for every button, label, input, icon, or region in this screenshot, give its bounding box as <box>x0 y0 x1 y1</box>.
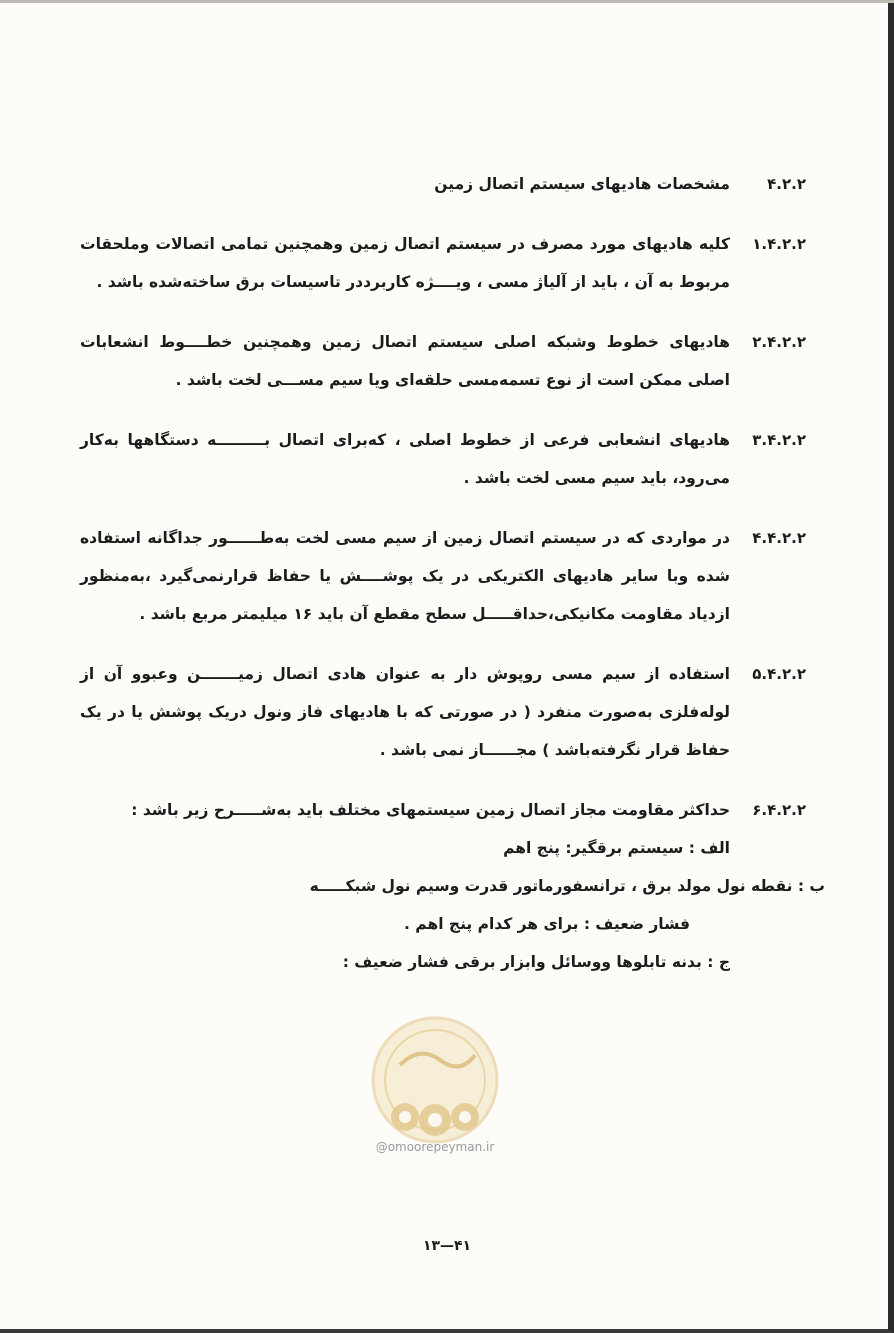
section-number: ۶.۴.۲.۲ <box>752 801 806 819</box>
section-text: هادیهای خطوط وشبکه اصلی سیستم اتصال زمین وهمچنین خطــــوط انشعابات اصلی ممکن است از نوع تسمه‌مسی حلقه‌ای ویا سیم مســـی لخت باشد . <box>80 333 730 389</box>
section-number: ۳.۴.۲.۲ <box>752 431 806 449</box>
section-text: استفاده از سیم مسی روپوش دار به عنوان هادی اتصال زمیـــــــن وعبوو آن از لوله‌فلزی به‌صورت منفرد ( در صورتی که با هادیهای فاز ونول دریک پوشش یا در یک حفاظ قرار نگرفته‌باشد ) مجــــــاز نمی باشد . <box>80 665 730 759</box>
section-number: ۱.۴.۲.۲ <box>752 235 806 253</box>
section-title: مشخصات هادیهای سیستم اتصال زمین <box>434 175 730 193</box>
section-paragraph <box>80 421 808 497</box>
section-paragraph <box>80 655 808 769</box>
section-number: ۲.۴.۲.۲ <box>752 333 806 351</box>
section-number: ۴.۲.۲ <box>767 175 806 193</box>
list-item-be: ب : نقطه نول مولد برق ، ترانسفورماتور قدرت وسیم نول شبکـــــه <box>309 877 825 895</box>
list-item-jim: ج : بدنه تابلوها ووسائل وابزار برقی فشار ضعیف : <box>342 953 730 971</box>
document-body <box>80 165 825 1003</box>
section-paragraph <box>80 791 825 981</box>
list-item-alef: الف : سیستم برقگیر: پنج اهم <box>503 839 730 857</box>
section-intro: حداکثر مقاومت مجاز اتصال زمین سیستمهای مختلف باید به‌شـــــرح زیر باشد : <box>131 801 730 819</box>
top-edge-line <box>0 0 894 3</box>
section-paragraph <box>80 225 808 301</box>
section-paragraph <box>80 323 808 399</box>
section-heading <box>80 165 808 203</box>
section-text: در مواردی که در سیستم اتصال زمین از سیم مسی لخت به‌طــــــور جداگانه استفاده شده وبا سایر هادیهای الکتریکی در یک پوشــــش یا حفاظ قرارنمی‌گیرد ،به‌منظور ازدیاد مقاومت مکانیکی،حداقـــــل سطح مقطع آن باید ۱۶ میلیمتر مربع باشد . <box>80 529 730 623</box>
section-text: هادیهای انشعابی فرعی از خطوط اصلی ، که‌برای اتصال بـــــــــه دستگاهها به‌کار می‌رود، باید سیم مسی لخت باشد . <box>80 431 730 487</box>
resistance-list <box>80 829 825 981</box>
section-number: ۵.۴.۲.۲ <box>752 665 806 683</box>
section-number: ۴.۴.۲.۲ <box>752 529 806 547</box>
section-text: کلیه هادیهای مورد مصرف در سیستم اتصال زمین وهمچنین تمامی اتصالات وملحقات مربوط به آن ، باید از آلیاژ مسی ، ویــــژه کاربرددر تاسیسات برق ساخته‌شده باشد . <box>80 235 730 291</box>
section-paragraph <box>80 519 808 633</box>
page-number: ۴۱—۱۳ <box>422 1238 472 1254</box>
watermark-text: @omoorepeyman.ir <box>375 1140 495 1154</box>
list-item-be-continued: فشار ضعیف : برای هر کدام پنج اهم . <box>404 915 690 933</box>
